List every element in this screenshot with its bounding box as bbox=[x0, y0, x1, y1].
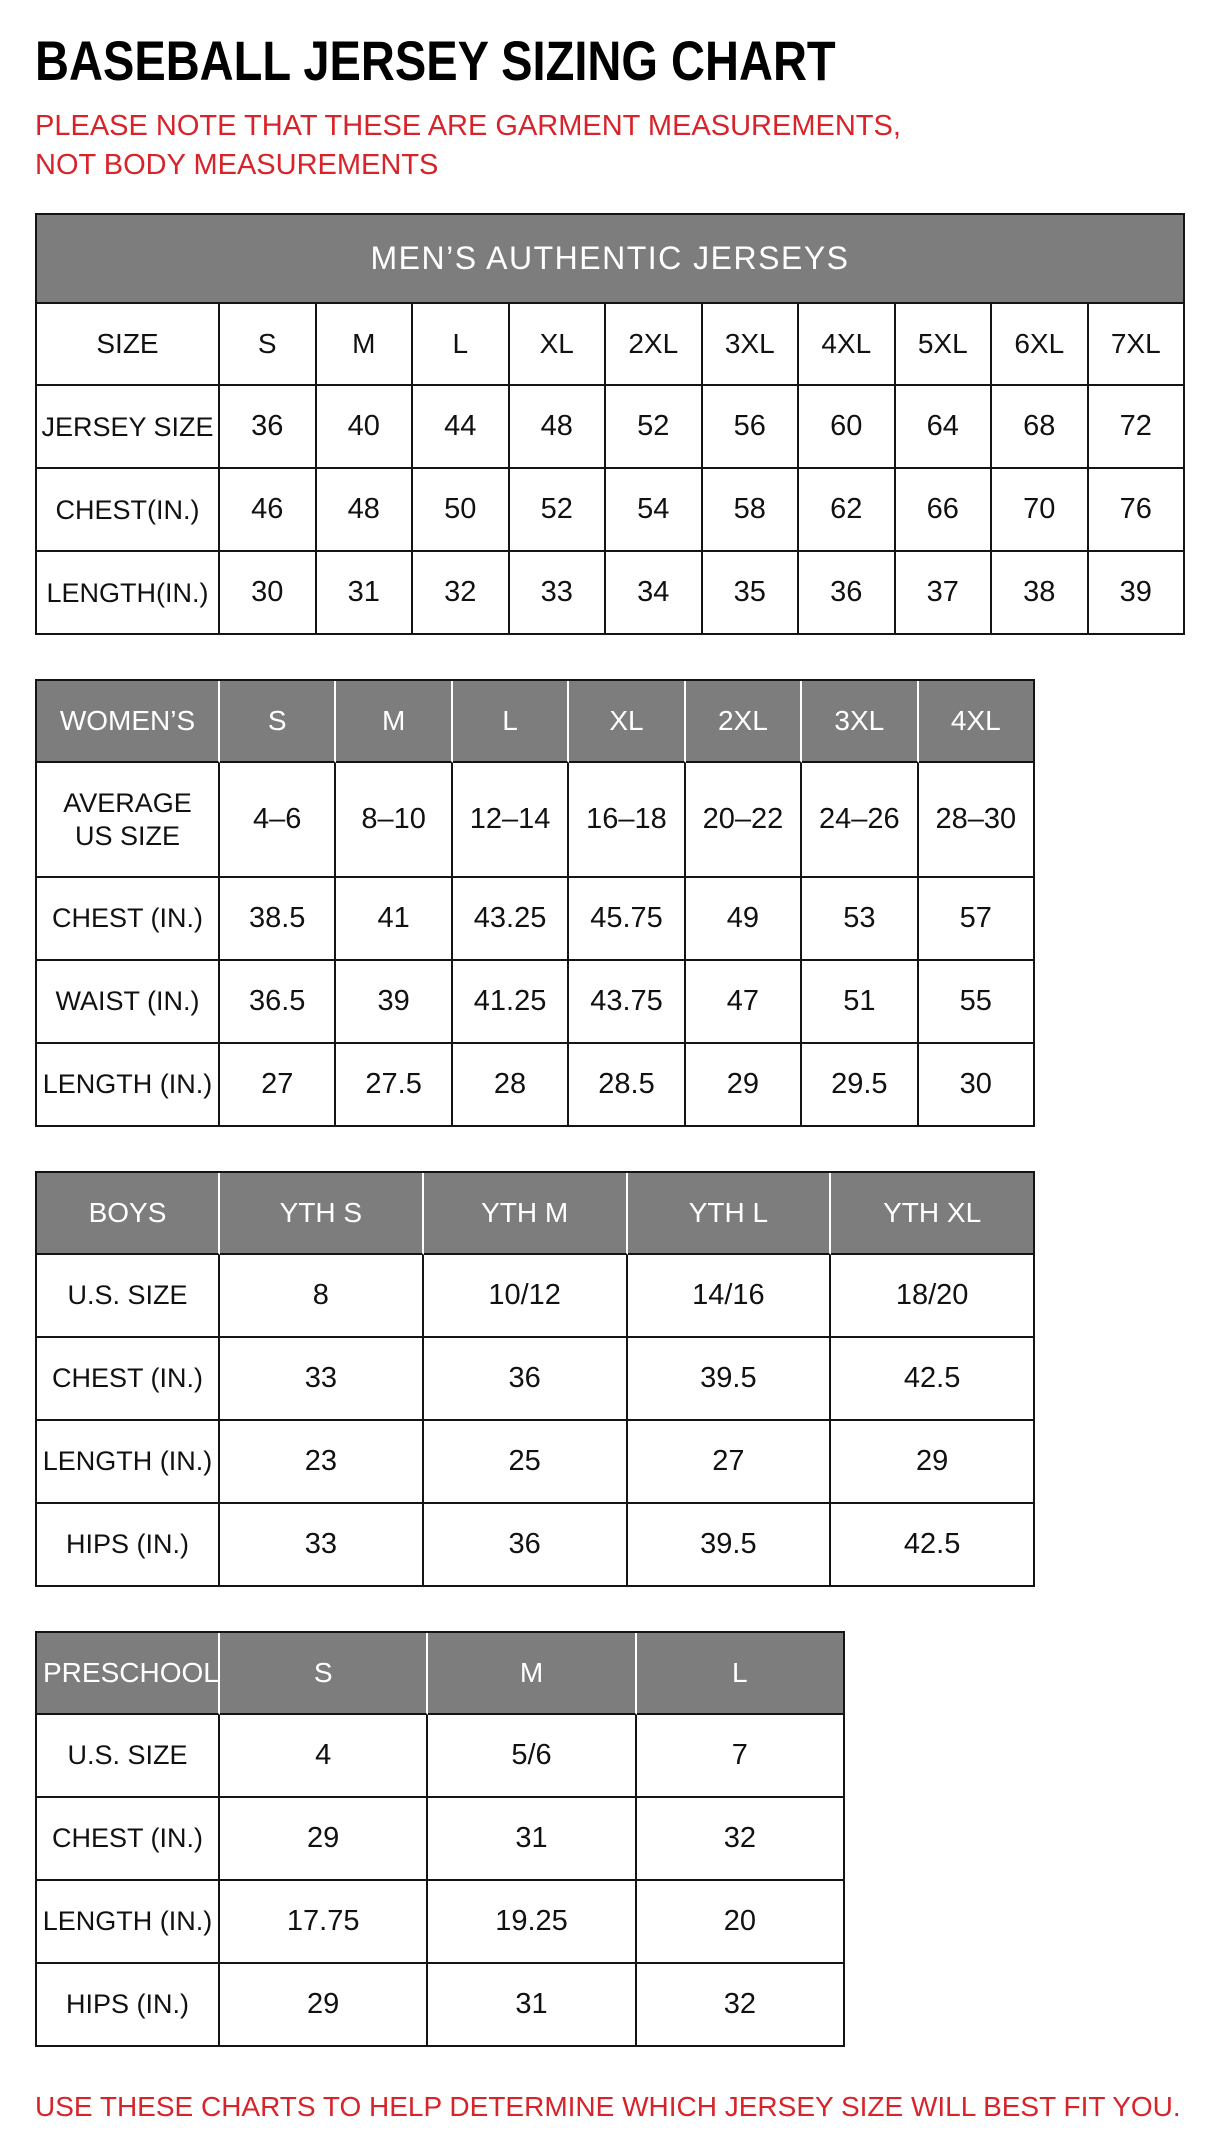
preschool-table-section bbox=[35, 1631, 1185, 2047]
mens-value-cell: 35 bbox=[703, 552, 800, 635]
boys-table-section bbox=[35, 1171, 1185, 1587]
womens-value-cell: 47 bbox=[686, 961, 802, 1044]
preschool-header-cell: L bbox=[637, 1633, 845, 1715]
womens-value-cell: 28 bbox=[453, 1044, 569, 1127]
womens-row-label: CHEST (IN.) bbox=[37, 878, 220, 961]
womens-value-cell: 39 bbox=[336, 961, 452, 1044]
preschool-header-cell: M bbox=[428, 1633, 636, 1715]
womens-header-cell: 4XL bbox=[919, 681, 1035, 763]
preschool-sizing-table bbox=[35, 1631, 845, 2047]
fit-advice-footer: USE THESE CHARTS TO HELP DETERMINE WHICH JERSEY SIZE WILL BEST FIT YOU. bbox=[35, 2091, 1181, 2123]
boys-row-label: LENGTH (IN.) bbox=[37, 1421, 220, 1504]
mens-value-cell: 36 bbox=[220, 386, 317, 469]
boys-value-cell: 42.5 bbox=[831, 1338, 1035, 1421]
preschool-value-cell: 19.25 bbox=[428, 1881, 636, 1964]
mens-value-cell: 30 bbox=[220, 552, 317, 635]
boys-value-cell: 8 bbox=[220, 1255, 424, 1338]
womens-value-cell: 27 bbox=[220, 1044, 336, 1127]
preschool-value-cell: 7 bbox=[637, 1715, 845, 1798]
mens-table-row bbox=[37, 552, 1185, 635]
mens-value-cell: 76 bbox=[1089, 469, 1186, 552]
mens-value-cell: 37 bbox=[896, 552, 993, 635]
boys-row-label: HIPS (IN.) bbox=[37, 1504, 220, 1587]
preschool-value-cell: 17.75 bbox=[220, 1881, 428, 1964]
mens-value-cell: 52 bbox=[510, 469, 607, 552]
preschool-table-row bbox=[37, 1798, 845, 1881]
preschool-header-cell: S bbox=[220, 1633, 428, 1715]
boys-header-cell: YTH S bbox=[220, 1173, 424, 1255]
preschool-value-cell: 5/6 bbox=[428, 1715, 636, 1798]
mens-value-cell: 50 bbox=[413, 469, 510, 552]
womens-row-label: LENGTH (IN.) bbox=[37, 1044, 220, 1127]
womens-value-cell: 28.5 bbox=[569, 1044, 685, 1127]
mens-value-cell: 39 bbox=[1089, 552, 1186, 635]
mens-value-cell: 58 bbox=[703, 469, 800, 552]
womens-value-cell: 41 bbox=[336, 878, 452, 961]
mens-table-section bbox=[35, 213, 1185, 635]
preschool-value-cell: 20 bbox=[637, 1881, 845, 1964]
mens-table-row bbox=[37, 469, 1185, 552]
mens-value-cell: 31 bbox=[317, 552, 414, 635]
page-title: BASEBALL JERSEY SIZING CHART bbox=[35, 29, 836, 92]
womens-value-cell: 27.5 bbox=[336, 1044, 452, 1127]
boys-value-cell: 33 bbox=[220, 1504, 424, 1587]
boys-header-cell: BOYS bbox=[37, 1173, 220, 1255]
womens-header-cell: S bbox=[220, 681, 336, 763]
mens-value-cell: 44 bbox=[413, 386, 510, 469]
boys-value-cell: 36 bbox=[424, 1338, 628, 1421]
mens-header-cell: S bbox=[220, 304, 317, 386]
boys-value-cell: 10/12 bbox=[424, 1255, 628, 1338]
mens-value-cell: 66 bbox=[896, 469, 993, 552]
mens-value-cell: 38 bbox=[992, 552, 1089, 635]
womens-row-label: AVERAGE US SIZE bbox=[37, 763, 220, 878]
mens-row-label: JERSEY SIZE bbox=[37, 386, 220, 469]
mens-value-cell: 72 bbox=[1089, 386, 1186, 469]
boys-header-cell: YTH L bbox=[628, 1173, 832, 1255]
mens-header-cell: L bbox=[413, 304, 510, 386]
mens-header-cell: XL bbox=[510, 304, 607, 386]
boys-value-cell: 18/20 bbox=[831, 1255, 1035, 1338]
womens-sizing-table bbox=[35, 679, 1035, 1127]
womens-table-section bbox=[35, 679, 1185, 1127]
mens-value-cell: 62 bbox=[799, 469, 896, 552]
boys-row-label: CHEST (IN.) bbox=[37, 1338, 220, 1421]
preschool-table-row bbox=[37, 1715, 845, 1798]
womens-table-row bbox=[37, 1044, 1035, 1127]
mens-header-cell: 6XL bbox=[992, 304, 1089, 386]
mens-header-cell: SIZE bbox=[37, 304, 220, 386]
mens-header-cell: M bbox=[317, 304, 414, 386]
womens-value-cell: 20–22 bbox=[686, 763, 802, 878]
womens-value-cell: 43.25 bbox=[453, 878, 569, 961]
womens-table-row bbox=[37, 763, 1035, 878]
mens-header-cell: 4XL bbox=[799, 304, 896, 386]
mens-value-cell: 40 bbox=[317, 386, 414, 469]
preschool-row-label: LENGTH (IN.) bbox=[37, 1881, 220, 1964]
garment-measurement-note: PLEASE NOTE THAT THESE ARE GARMENT MEASUREMENTS, NOT BODY MEASUREMENTS bbox=[35, 110, 901, 182]
womens-table-row bbox=[37, 961, 1035, 1044]
mens-value-cell: 70 bbox=[992, 469, 1089, 552]
boys-table-row bbox=[37, 1504, 1035, 1587]
mens-value-cell: 52 bbox=[606, 386, 703, 469]
preschool-value-cell: 31 bbox=[428, 1798, 636, 1881]
womens-value-cell: 30 bbox=[919, 1044, 1035, 1127]
womens-value-cell: 55 bbox=[919, 961, 1035, 1044]
womens-value-cell: 57 bbox=[919, 878, 1035, 961]
boys-value-cell: 29 bbox=[831, 1421, 1035, 1504]
preschool-value-cell: 31 bbox=[428, 1964, 636, 2047]
boys-value-cell: 39.5 bbox=[628, 1504, 832, 1587]
mens-value-cell: 32 bbox=[413, 552, 510, 635]
mens-value-cell: 36 bbox=[799, 552, 896, 635]
womens-value-cell: 45.75 bbox=[569, 878, 685, 961]
boys-value-cell: 27 bbox=[628, 1421, 832, 1504]
womens-value-cell: 4–6 bbox=[220, 763, 336, 878]
mens-value-cell: 46 bbox=[220, 469, 317, 552]
mens-value-cell: 48 bbox=[510, 386, 607, 469]
preschool-table-row bbox=[37, 1881, 845, 1964]
mens-header-cell: 2XL bbox=[606, 304, 703, 386]
womens-table-row bbox=[37, 878, 1035, 961]
womens-header-cell: 3XL bbox=[802, 681, 918, 763]
womens-header-cell: WOMEN’S bbox=[37, 681, 220, 763]
boys-sizing-table bbox=[35, 1171, 1035, 1587]
mens-header-cell: 7XL bbox=[1089, 304, 1186, 386]
mens-header-cell: 3XL bbox=[703, 304, 800, 386]
boys-value-cell: 33 bbox=[220, 1338, 424, 1421]
womens-header-cell: XL bbox=[569, 681, 685, 763]
preschool-value-cell: 29 bbox=[220, 1964, 428, 2047]
preschool-value-cell: 32 bbox=[637, 1798, 845, 1881]
preschool-value-cell: 29 bbox=[220, 1798, 428, 1881]
womens-value-cell: 16–18 bbox=[569, 763, 685, 878]
womens-header-cell: L bbox=[453, 681, 569, 763]
mens-sizing-table bbox=[35, 213, 1185, 635]
mens-value-cell: 33 bbox=[510, 552, 607, 635]
preschool-header-cell: PRESCHOOL bbox=[37, 1633, 220, 1715]
womens-value-cell: 41.25 bbox=[453, 961, 569, 1044]
boys-header-cell: YTH M bbox=[424, 1173, 628, 1255]
preschool-row-label: HIPS (IN.) bbox=[37, 1964, 220, 2047]
mens-banner: MEN’S AUTHENTIC JERSEYS bbox=[37, 215, 1185, 304]
womens-value-cell: 53 bbox=[802, 878, 918, 961]
boys-table-row bbox=[37, 1421, 1035, 1504]
mens-value-cell: 64 bbox=[896, 386, 993, 469]
womens-row-label: WAIST (IN.) bbox=[37, 961, 220, 1044]
preschool-value-cell: 4 bbox=[220, 1715, 428, 1798]
preschool-row-label: U.S. SIZE bbox=[37, 1715, 220, 1798]
boys-table-row bbox=[37, 1338, 1035, 1421]
preschool-row-label: CHEST (IN.) bbox=[37, 1798, 220, 1881]
womens-value-cell: 51 bbox=[802, 961, 918, 1044]
womens-header-cell: 2XL bbox=[686, 681, 802, 763]
womens-header-cell: M bbox=[336, 681, 452, 763]
boys-value-cell: 23 bbox=[220, 1421, 424, 1504]
mens-header-cell: 5XL bbox=[896, 304, 993, 386]
mens-value-cell: 60 bbox=[799, 386, 896, 469]
preschool-table-row bbox=[37, 1964, 845, 2047]
womens-value-cell: 43.75 bbox=[569, 961, 685, 1044]
womens-value-cell: 49 bbox=[686, 878, 802, 961]
mens-table-row bbox=[37, 386, 1185, 469]
mens-row-label: LENGTH(IN.) bbox=[37, 552, 220, 635]
womens-value-cell: 24–26 bbox=[802, 763, 918, 878]
womens-value-cell: 29.5 bbox=[802, 1044, 918, 1127]
boys-row-label: U.S. SIZE bbox=[37, 1255, 220, 1338]
womens-value-cell: 8–10 bbox=[336, 763, 452, 878]
womens-value-cell: 36.5 bbox=[220, 961, 336, 1044]
preschool-value-cell: 32 bbox=[637, 1964, 845, 2047]
mens-value-cell: 54 bbox=[606, 469, 703, 552]
womens-value-cell: 38.5 bbox=[220, 878, 336, 961]
mens-value-cell: 56 bbox=[703, 386, 800, 469]
womens-value-cell: 28–30 bbox=[919, 763, 1035, 878]
boys-value-cell: 42.5 bbox=[831, 1504, 1035, 1587]
boys-value-cell: 39.5 bbox=[628, 1338, 832, 1421]
mens-value-cell: 68 bbox=[992, 386, 1089, 469]
boys-value-cell: 25 bbox=[424, 1421, 628, 1504]
boys-table-row bbox=[37, 1255, 1035, 1338]
boys-value-cell: 36 bbox=[424, 1504, 628, 1587]
mens-row-label: CHEST(IN.) bbox=[37, 469, 220, 552]
boys-header-cell: YTH XL bbox=[831, 1173, 1035, 1255]
mens-value-cell: 48 bbox=[317, 469, 414, 552]
mens-value-cell: 34 bbox=[606, 552, 703, 635]
womens-value-cell: 29 bbox=[686, 1044, 802, 1127]
womens-value-cell: 12–14 bbox=[453, 763, 569, 878]
boys-value-cell: 14/16 bbox=[628, 1255, 832, 1338]
